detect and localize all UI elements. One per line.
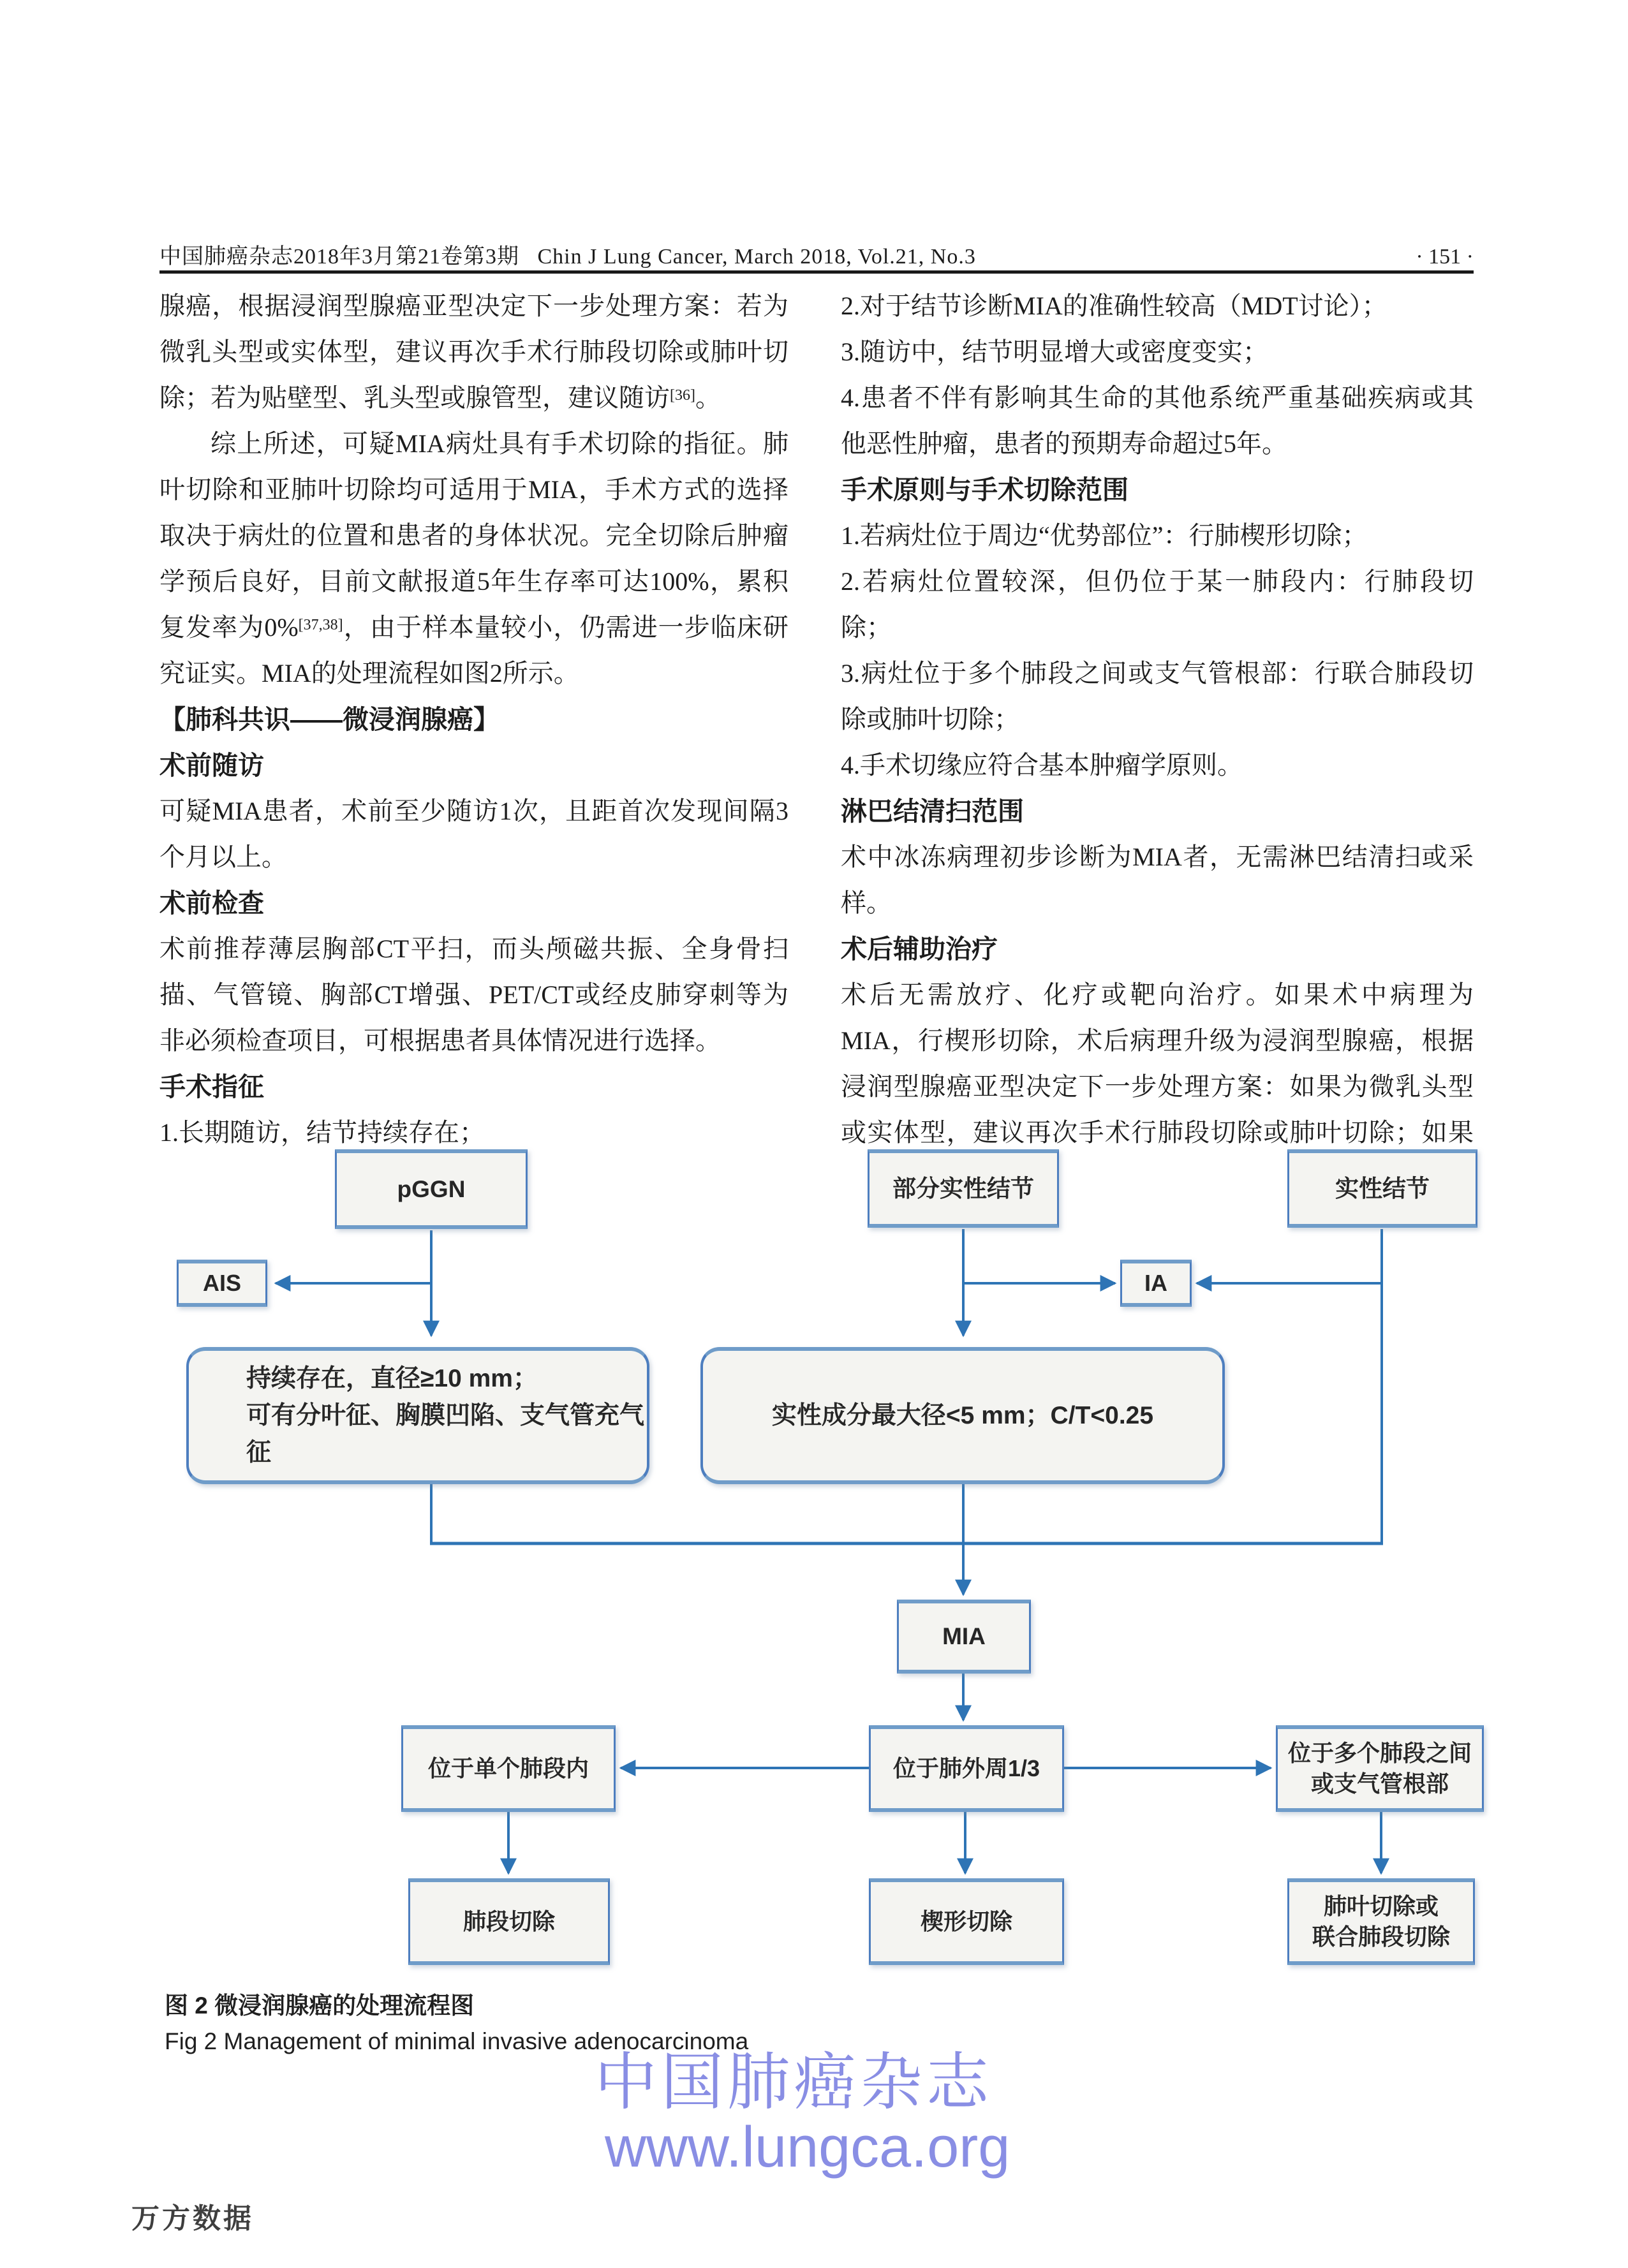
page-header: [159, 239, 1474, 270]
text-line: 除；若为贴壁型、乳头型或腺管型，建议随访[36]。: [159, 383, 721, 412]
text-line: 叶切除和亚肺叶切除均可适用于MIA，手术方式的选择: [159, 475, 788, 504]
text-line: 除；: [841, 613, 892, 642]
reference-superscript: [36]: [670, 387, 695, 404]
text-line: 2.对于结节诊断MIA的准确性较高（MDT讨论）；: [841, 291, 1388, 320]
flow-node-solid-criteria: 实性成分最大径<5 mm；C/T<0.25: [700, 1347, 1225, 1484]
text-line: MIA，行楔形切除，术后病理升级为浸润型腺癌，根据: [841, 1026, 1474, 1055]
text-line: 术中冰冻病理初步诊断为MIA者，无需淋巴结清扫或采: [841, 843, 1474, 871]
text-line: 究证实。MIA的处理流程如图2所示。: [159, 659, 579, 688]
flow-node-solid-nodule: 实性结节: [1287, 1149, 1477, 1228]
journal-title-line: [159, 239, 976, 270]
section-heading: 手术指征: [159, 1072, 264, 1101]
figure-caption-cjk: 图 2 微浸润腺癌的处理流程图: [165, 1992, 475, 2019]
text-line: 取决于病灶的位置和患者的身体状况。完全切除后肿瘤: [159, 521, 788, 550]
text-line: 他恶性肿瘤，患者的预期寿命超过5年。: [841, 429, 1287, 458]
flow-node-segmentectomy: 肺段切除: [408, 1878, 610, 1965]
flow-node-lobectomy: 肺叶切除或 联合肺段切除: [1287, 1878, 1475, 1965]
text-line: 4.手术切缘应符合基本肿瘤学原则。: [841, 751, 1243, 779]
text-line: 术后无需放疗、化疗或靶向治疗。如果术中病理为: [841, 980, 1474, 1009]
text-line: 4.患者不伴有影响其生命的其他系统严重基础疾病或其: [841, 383, 1474, 412]
flow-node-single-segment: 位于单个肺段内: [401, 1725, 616, 1812]
section-heading: 手术原则与手术切除范围: [841, 475, 1128, 504]
flow-node-ia: IA: [1120, 1260, 1192, 1307]
right-text-column: [841, 283, 1474, 1156]
section-heading: 术后辅助治疗: [841, 934, 998, 964]
text-line: 非必须检查项目，可根据患者具体情况进行选择。: [159, 1026, 721, 1055]
journal-watermark: 中国肺癌杂志: [595, 2047, 993, 2117]
text-line: 术前推荐薄层胸部CT平扫，而头颅磁共振、全身骨扫: [159, 934, 788, 963]
journal-title-en: Chin J Lung Cancer, March 2018, Vol.21, No.3: [537, 245, 976, 269]
left-text-column: [159, 283, 788, 1156]
text-line: 可疑MIA患者，术前至少随访1次，且距首次发现间隔3: [159, 797, 788, 825]
flow-node-multi-segment: 位于多个肺段之间 或支气管根部: [1276, 1725, 1484, 1812]
text-line: 除或肺叶切除；: [841, 705, 1019, 733]
header-divider: [159, 270, 1474, 274]
text-line: 1.若病灶位于周边“优势部位”：行肺楔形切除；: [841, 521, 1368, 550]
flow-node-mia: MIA: [897, 1600, 1031, 1674]
section-heading: 【肺科共识——微浸润腺癌】: [159, 705, 500, 734]
text-line: 复发率为0%[37,38]，由于样本量较小，仍需进一步临床研: [159, 613, 788, 642]
text-line: 1.长期随访，结节持续存在；: [159, 1118, 485, 1147]
journal-url-watermark: www.lungca.org: [605, 2116, 1010, 2179]
reference-superscript: [37,38]: [298, 617, 343, 633]
text-line: 3.随访中，结节明显增大或密度变实；: [841, 337, 1268, 366]
figure-caption-en: Fig 2 Management of minimal invasive adenocarcinoma: [165, 2028, 749, 2054]
wanfang-data-logo: 万方数据: [131, 2203, 254, 2234]
text-line: 2.若病灶位置较深，但仍位于某一肺段内：行肺段切: [841, 567, 1474, 596]
text-line: 学预后良好，目前文献报道5年生存率可达100%，累积: [159, 567, 788, 596]
flow-node-pggn: pGGN: [335, 1149, 528, 1229]
page-number: · 151 ·: [1416, 245, 1474, 269]
flow-node-outer-third: 位于肺外周1/3: [869, 1725, 1064, 1812]
text-line: 3.病灶位于多个肺段之间或支气管根部：行联合肺段切: [841, 659, 1474, 688]
text-line: 腺癌，根据浸润型腺癌亚型决定下一步处理方案：若为: [159, 291, 788, 320]
flow-node-part-solid-nodule: 部分实性结节: [868, 1149, 1059, 1228]
section-heading: 淋巴结清扫范围: [841, 797, 1024, 826]
flow-node-ais: AIS: [177, 1260, 267, 1307]
text-line: 综上所述，可疑MIA病灶具有手术切除的指征。肺: [211, 429, 788, 458]
journal-title-cjk: 中国肺癌杂志2018年3月第21卷第3期: [159, 245, 519, 269]
text-line: 描、气管镜、胸部CT增强、PET/CT或经皮肺穿刺等为: [159, 980, 788, 1009]
flow-node-wedge-resection: 楔形切除: [869, 1878, 1064, 1965]
text-line: 或实体型，建议再次手术行肺段切除或肺叶切除；如果: [841, 1118, 1474, 1147]
text-line: 浸润型腺癌亚型决定下一步处理方案：如果为微乳头型: [841, 1072, 1474, 1101]
section-heading: 术前随访: [159, 751, 264, 780]
text-line: 微乳头型或实体型，建议再次手术行肺段切除或肺叶切: [159, 337, 788, 366]
section-heading: 术前检查: [159, 888, 264, 918]
text-line: 样。: [841, 888, 892, 917]
flow-node-pggn-criteria: 持续存在，直径≥10 mm； 可有分叶征、胸膜凹陷、支气管充气征: [186, 1347, 649, 1484]
text-line: 个月以上。: [159, 843, 287, 871]
